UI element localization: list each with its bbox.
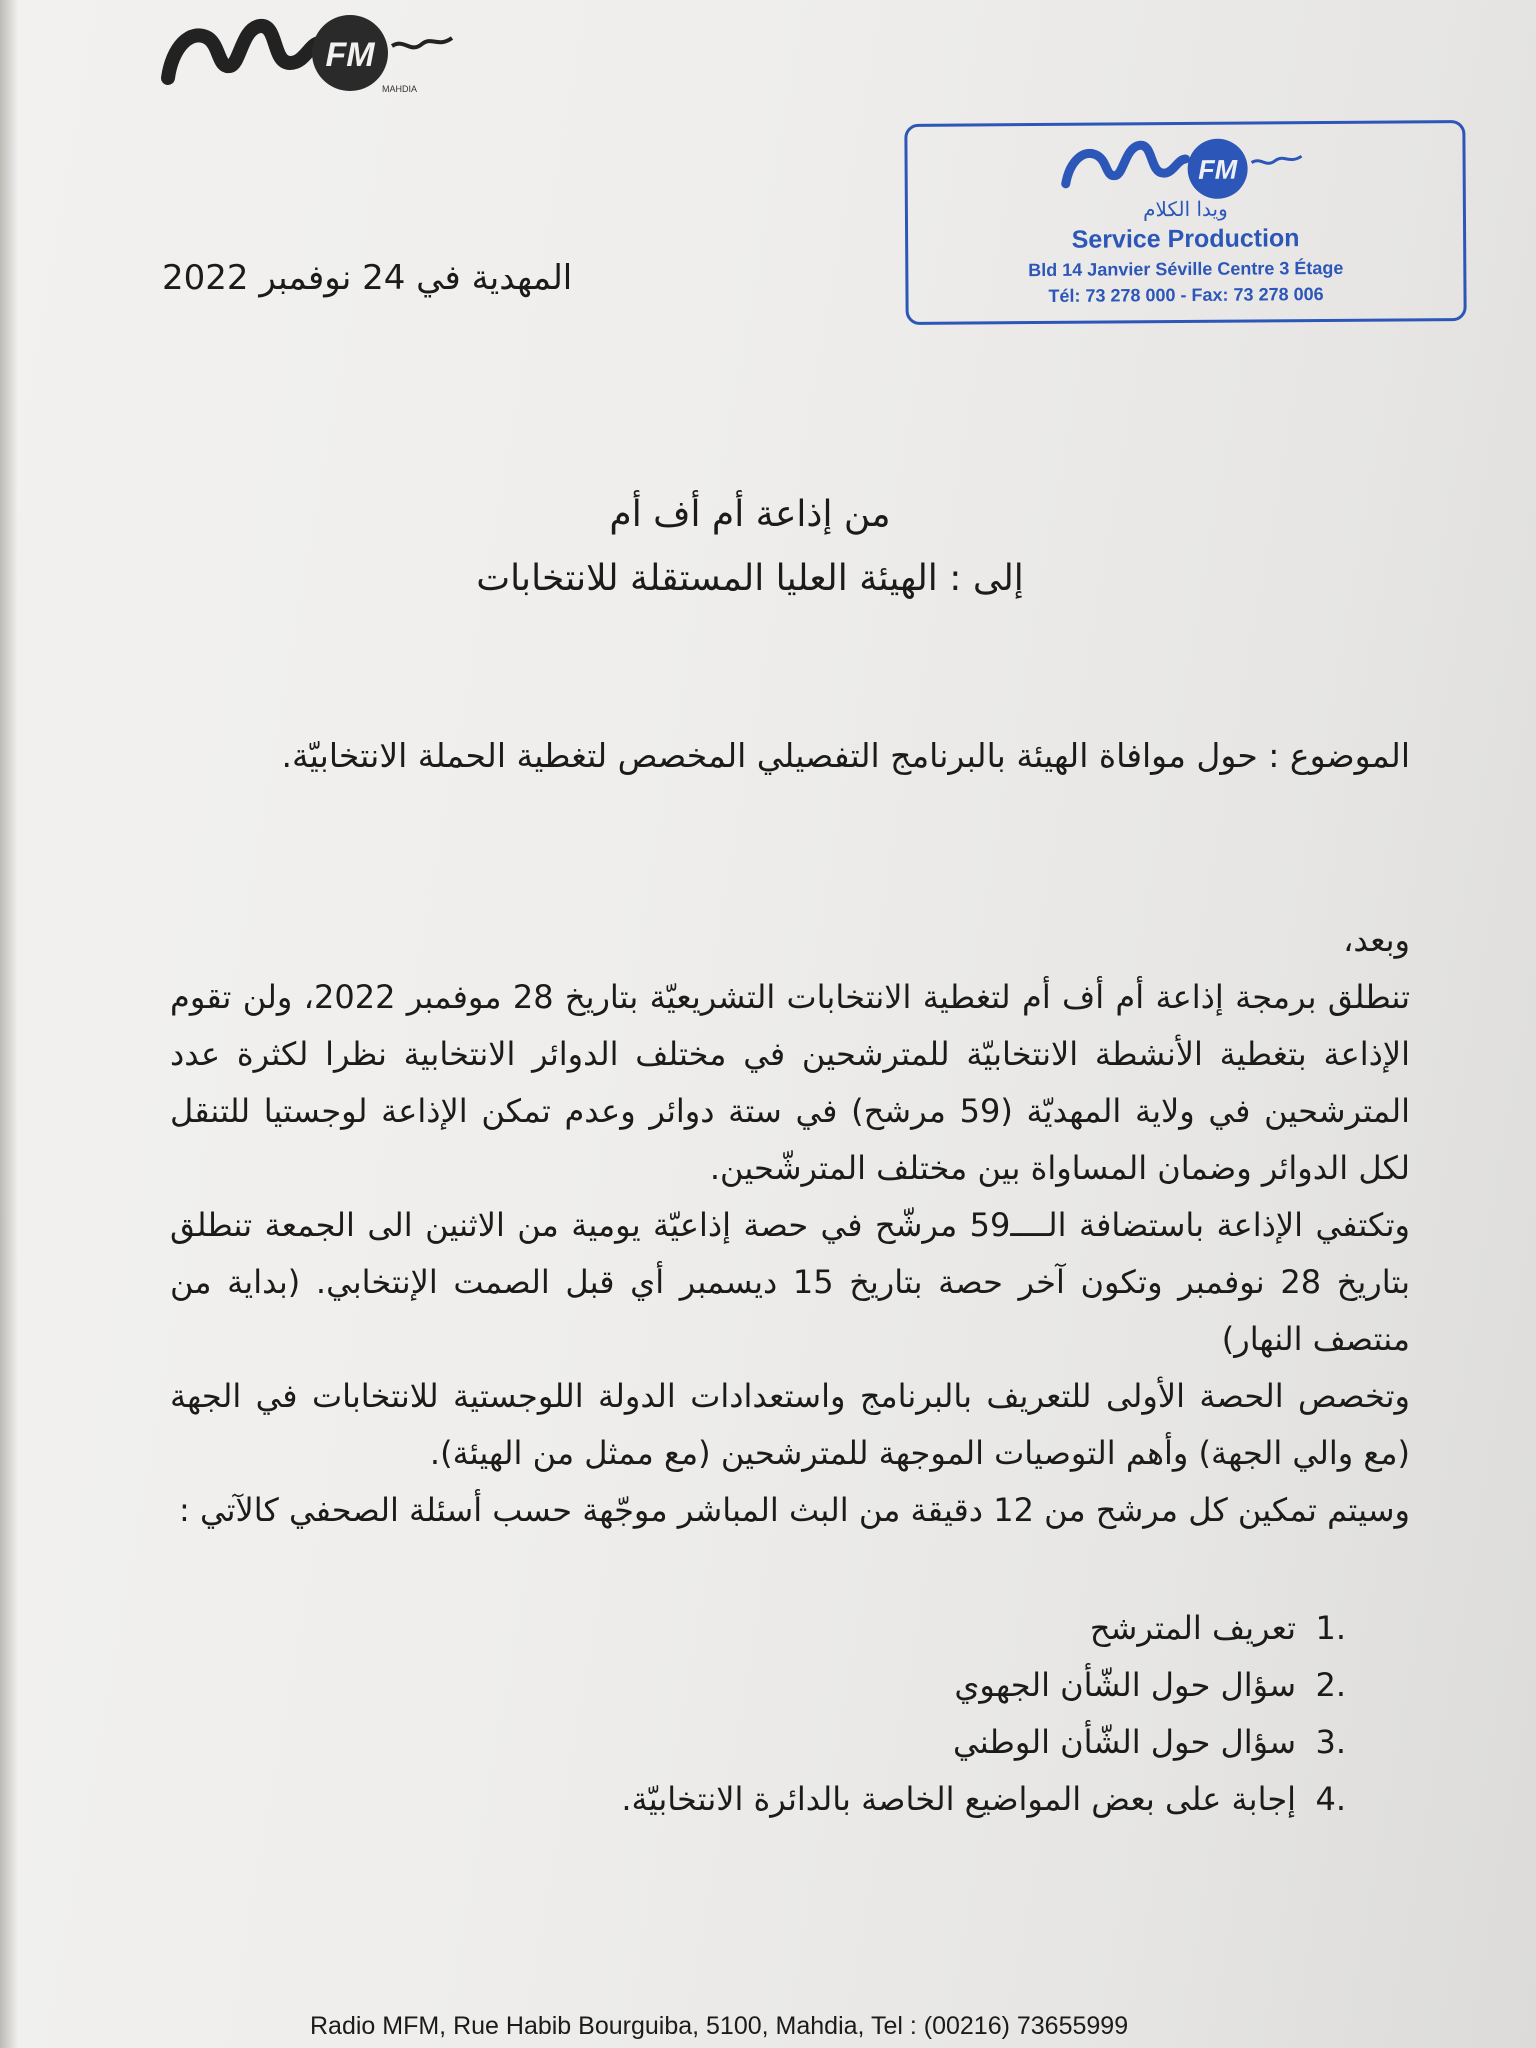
recipient-line: إلى : الهيئة العليا المستقلة للانتخابات	[476, 558, 1024, 599]
letter-date: المهدية في 24 نوفمبر 2022	[162, 258, 573, 298]
body-paragraph-1: تنطلق برمجة إذاعة أم أف أم لتغطية الانتخابات التشريعيّة بتاريخ 28 موفمبر 2022، ولن تقوم الإذاعة بتغطية الأنشطة الانتخابيّة للمترشحين في مختلف الدوائر الانتخابية نظرا لكثرة عدد المترشحين في ولاية المهديّة (59 مرشح) في ستة دوائر وعدم تمكن الإذاعة لوجستيا للتنقل لكل الدوائر وضمان المساواة بين مختلف المترشّحين.	[170, 978, 1411, 1187]
logo-subtext: MAHDIA	[382, 84, 418, 94]
stamp-service-title: Service Production	[1071, 224, 1300, 254]
letter-footer: Radio MFM, Rue Habib Bourguiba, 5100, Mahdia, Tel : (00216) 73655999	[310, 2012, 1129, 2040]
greeting: وبعد،	[1343, 921, 1410, 959]
list-item	[446, 1600, 1346, 1657]
question-list	[446, 1600, 1346, 1828]
body-paragraph-2: وتكتفي الإذاعة باستضافة الــــ59 مرشّح في حصة إذاعيّة يومية من الاثنين الى الجمعة تنطلق بتاريخ 28 نوفمبر وتكون آخر حصة بتاريخ 15 ديسمبر أي قبل الصمت الإنتخابي. (بداية من منتصف النهار)	[170, 1206, 1411, 1358]
logo-tail-wave	[392, 38, 452, 47]
list-number: 2.	[1315, 1666, 1346, 1704]
stamp-address: Bld 14 Janvier Séville Centre 3 Étage	[1028, 257, 1344, 281]
service-production-stamp	[904, 120, 1466, 325]
sender-line: من إذاعة أم أف أم	[609, 494, 891, 535]
list-number: 3.	[1315, 1723, 1346, 1761]
stamp-phone-fax: Tél: 73 278 000 - Fax: 73 278 006	[1048, 284, 1324, 306]
list-number: 4.	[1315, 1780, 1346, 1818]
list-text: سؤال حول الشّأن الوطني	[953, 1723, 1296, 1761]
list-item	[446, 1771, 1346, 1828]
letter-body	[170, 912, 1410, 1539]
logo-wave-m	[168, 26, 320, 78]
paper-shadow-edge	[0, 0, 18, 2048]
list-text: إجابة على بعض المواضيع الخاصة بالدائرة الانتخابيّة.	[621, 1780, 1296, 1818]
logo-fm-text: FM	[325, 36, 375, 74]
stamp-logo-tail	[1252, 156, 1302, 163]
mfm-logo	[160, 8, 460, 98]
list-text: تعريف المترشح	[1089, 1609, 1296, 1647]
list-text: سؤال حول الشّأن الجهوي	[954, 1666, 1296, 1704]
body-paragraph-4: وسيتم تمكين كل مرشح من 12 دقيقة من البث المباشر موجّهة حسب أسئلة الصحفي كالآتي :	[179, 1491, 1410, 1529]
stamp-tagline: ويدا الكلام	[1142, 196, 1228, 222]
list-item	[446, 1657, 1346, 1714]
body-paragraph-3: وتخصص الحصة الأولى للتعريف بالبرنامج واستعدادات الدولة اللوجستية للانتخابات في الجهة (مع والي الجهة) وأهم التوصيات الموجهة للمترشحين (مع ممثل من الهيئة).	[170, 1377, 1410, 1472]
stamp-logo-wave	[1065, 145, 1185, 184]
list-item	[446, 1714, 1346, 1771]
subject-line: الموضوع : حول موافاة الهيئة بالبرنامج التفصيلي المخصص لتغطية الحملة الانتخابيّة.	[281, 736, 1410, 775]
list-number: 1.	[1315, 1609, 1346, 1647]
stamp-logo-fm-text: FM	[1198, 154, 1238, 185]
